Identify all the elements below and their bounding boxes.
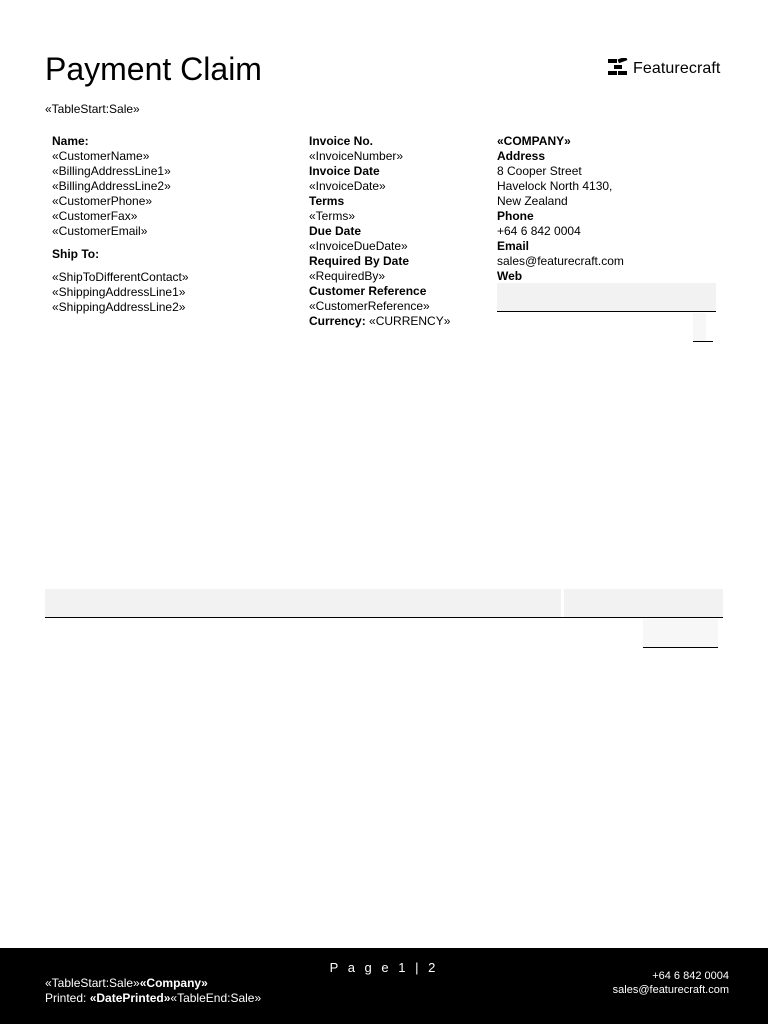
due-date-label: Due Date	[309, 224, 362, 238]
footer-table-start: «TableStart:Sale»	[45, 976, 140, 990]
currency-row	[309, 314, 450, 329]
phone-label: Phone	[497, 209, 534, 223]
logo-text: Featurecraft	[633, 59, 721, 77]
required-by-field: «RequiredBy»	[309, 269, 386, 283]
footer-right	[613, 969, 729, 997]
company-phone: +64 6 842 0004	[497, 224, 581, 238]
company-table-header	[497, 283, 716, 311]
items-table-header-right	[564, 589, 723, 617]
invoice-number-field: «InvoiceNumber»	[309, 149, 404, 163]
footer-left	[45, 976, 261, 1006]
company-details	[497, 134, 624, 284]
address-line1: 8 Cooper Street	[497, 164, 582, 178]
currency-field: «CURRENCY»	[369, 314, 451, 328]
company-email: sales@featurecraft.com	[497, 254, 624, 268]
footer-table-end: «TableEnd:Sale»	[170, 991, 262, 1005]
footer-date-printed-field: «DatePrinted»	[89, 991, 171, 1005]
footer-phone: +64 6 842 0004	[652, 970, 729, 982]
customer-details	[52, 134, 189, 315]
customer-reference-label: Customer Reference	[309, 284, 427, 298]
address-line2: Havelock North 4130,	[497, 179, 613, 193]
customer-email-field: «CustomerEmail»	[52, 224, 148, 238]
invoice-details	[309, 134, 450, 329]
company-table-cell-rule	[693, 341, 713, 342]
invoice-no-label: Invoice No.	[309, 134, 374, 148]
featurecraft-logo-icon	[608, 58, 628, 79]
company-table-rule	[497, 311, 716, 312]
customer-fax-field: «CustomerFax»	[52, 209, 138, 223]
ship-to-label: Ship To:	[52, 247, 100, 261]
company-table-cell	[693, 313, 706, 341]
currency-label: Currency:	[309, 314, 366, 328]
name-label: Name:	[52, 134, 89, 148]
address-label: Address	[497, 149, 546, 163]
shipping-address-line2: «ShippingAddressLine2»	[52, 300, 186, 314]
items-total-cell	[643, 619, 718, 647]
items-total-rule	[643, 647, 718, 648]
company-logo	[608, 58, 720, 79]
page-number: P a g e 1 | 2	[329, 960, 439, 975]
email-label: Email	[497, 239, 530, 253]
customer-phone-field: «CustomerPhone»	[52, 194, 153, 208]
billing-address-line1: «BillingAddressLine1»	[52, 164, 171, 178]
invoice-date-label: Invoice Date	[309, 164, 380, 178]
address-line3: New Zealand	[497, 194, 568, 208]
table-start-field: «TableStart:Sale»	[45, 102, 140, 116]
required-by-label: Required By Date	[309, 254, 410, 268]
customer-reference-field: «CustomerReference»	[309, 299, 430, 313]
due-date-field: «InvoiceDueDate»	[309, 239, 408, 253]
terms-label: Terms	[309, 194, 345, 208]
shipping-address-line1: «ShippingAddressLine1»	[52, 285, 186, 299]
customer-name-field: «CustomerName»	[52, 149, 150, 163]
footer-company-field: «Company»	[139, 976, 208, 990]
terms-field: «Terms»	[309, 209, 356, 223]
ship-to-contact-field: «ShipToDifferentContact»	[52, 270, 189, 284]
company-name-field: «COMPANY»	[497, 134, 571, 148]
invoice-date-field: «InvoiceDate»	[309, 179, 386, 193]
footer-email: sales@featurecraft.com	[612, 984, 729, 996]
items-table-header-left	[45, 589, 561, 617]
footer-printed-label: Printed:	[45, 991, 90, 1005]
billing-address-line2: «BillingAddressLine2»	[52, 179, 171, 193]
page-footer	[0, 948, 768, 1024]
items-table-rule	[45, 617, 723, 618]
page-title: Payment Claim	[45, 51, 262, 87]
web-label: Web	[497, 269, 523, 283]
